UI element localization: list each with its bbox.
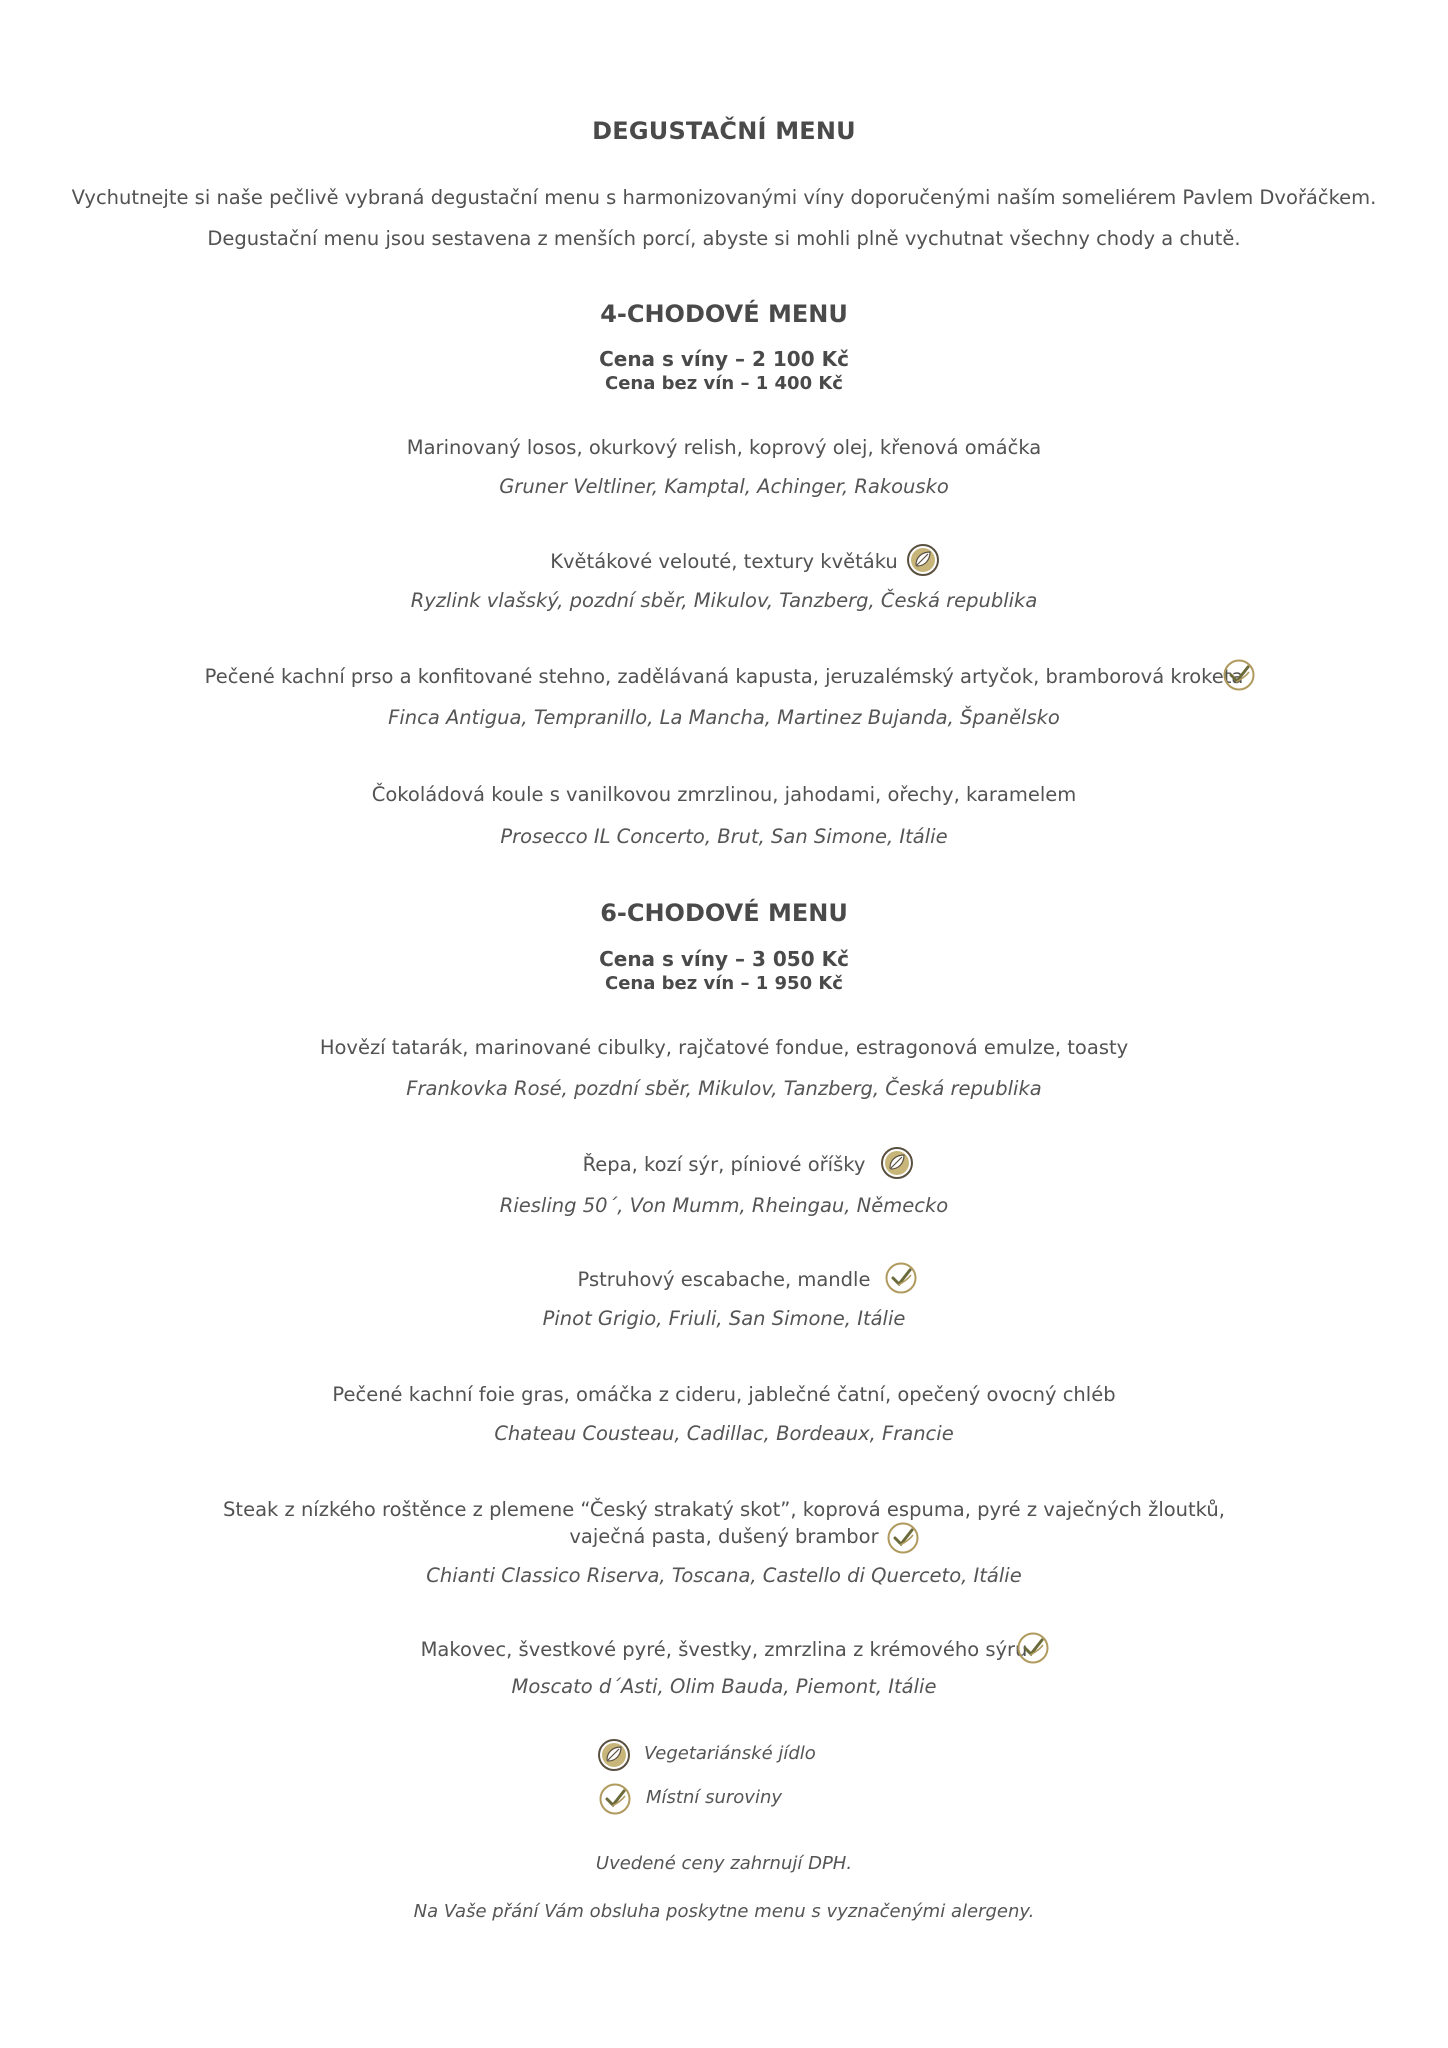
intro-line-1: Vychutnejte si naše pečlivě vybraná degustační menu s harmonizovanými víny doporučenými naším someliérem Pavlem Dvořáčkem. [71,186,1377,209]
menu4-course-2-wine: Ryzlink vlašský, pozdní sběr, Mikulov, Tanzberg, Česká republika [410,589,1038,612]
menu6-course-5-dish-line-2: vaječná pasta, dušený brambor [569,1525,879,1548]
leaf-icon [906,543,940,577]
menu6-course-5-dish: Steak z nízkého roštěnce z plemene “Český strakatý skot”, koprová espuma, pyré z vaječných žloutků, [223,1498,1225,1521]
menu4-course-3-dish: Pečené kachní prso a konfitované stehno, zadělávaná kapusta, jeruzalémský artyčok, bramborová kroketa [204,665,1244,688]
menu4-course-1-dish: Marinovaný losos, okurkový relish, koprový olej, křenová omáčka [406,436,1042,459]
menu6-course-3-wine: Pinot Grigio, Friuli, San Simone, Itálie [542,1307,906,1330]
check-icon [1222,658,1256,692]
menu6-course-3-dish: Pstruhový escabache, mandle [577,1268,871,1291]
intro-line-2: Degustační menu jsou sestavena z menších porcí, abyste si mohli plně vychutnat všechny chody a chutě. [207,227,1241,250]
check-icon [1016,1631,1050,1665]
menu6-course-4-wine: Chateau Cousteau, Cadillac, Bordeaux, Francie [494,1422,954,1445]
menu6-price-without-wine: Cena bez vín – 1 950 Kč [605,973,843,994]
menu6-course-1-dish: Hovězí tatarák, marinované cibulky, rajčatové fondue, estragonová emulze, toasty [319,1036,1129,1059]
check-icon [884,1261,918,1295]
menu4-course-3-wine: Finca Antigua, Tempranillo, La Mancha, Martinez Bujanda, Španělsko [388,706,1060,729]
menu6-course-2-dish: Řepa, kozí sýr, píniové oříšky [582,1153,866,1176]
leaf-icon [880,1146,914,1180]
footer-allergen-note: Na Vaše přání Vám obsluha poskytne menu s vyznačenými alergeny. [413,1901,1035,1922]
check-icon [886,1521,920,1555]
check-icon [598,1782,632,1816]
menu4-course-4-dish: Čokoládová koule s vanilkovou zmrzlinou, jahodami, ořechy, karamelem [371,783,1077,806]
menu4-price-without-wine: Cena bez vín – 1 400 Kč [605,373,843,394]
leaf-icon [597,1738,631,1772]
menu6-heading: 6-CHODOVÉ MENU [600,899,848,927]
footer-vat-note: Uvedené ceny zahrnují DPH. [595,1853,853,1874]
menu6-course-6-dish: Makovec, švestkové pyré, švestky, zmrzlina z krémového sýru [420,1638,1028,1661]
legend-vegetarian-label: Vegetariánské jídlo [644,1743,816,1764]
menu6-course-5-wine: Chianti Classico Riserva, Toscana, Castello di Querceto, Itálie [426,1564,1022,1587]
menu4-course-1-wine: Gruner Veltliner, Kamptal, Achinger, Rakousko [499,475,949,498]
menu4-price-with-wine: Cena s víny – 2 100 Kč [599,347,849,371]
menu6-course-2-wine: Riesling 50´, Von Mumm, Rheingau, Německo [499,1194,949,1217]
page-title: DEGUSTAČNÍ MENU [592,117,856,145]
menu4-course-4-wine: Prosecco IL Concerto, Brut, San Simone, Itálie [500,825,948,848]
menu4-course-2-dish: Květákové velouté, textury květáku [550,550,898,573]
menu6-price-with-wine: Cena s víny – 3 050 Kč [599,947,849,971]
menu4-heading: 4-CHODOVÉ MENU [600,300,848,328]
menu6-course-1-wine: Frankovka Rosé, pozdní sběr, Mikulov, Tanzberg, Česká republika [406,1077,1042,1100]
menu6-course-6-wine: Moscato d´Asti, Olim Bauda, Piemont, Itálie [511,1675,937,1698]
menu6-course-4-dish: Pečené kachní foie gras, omáčka z cideru, jablečné čatní, opečený ovocný chléb [332,1383,1116,1406]
legend-local-label: Místní suroviny [646,1787,783,1808]
